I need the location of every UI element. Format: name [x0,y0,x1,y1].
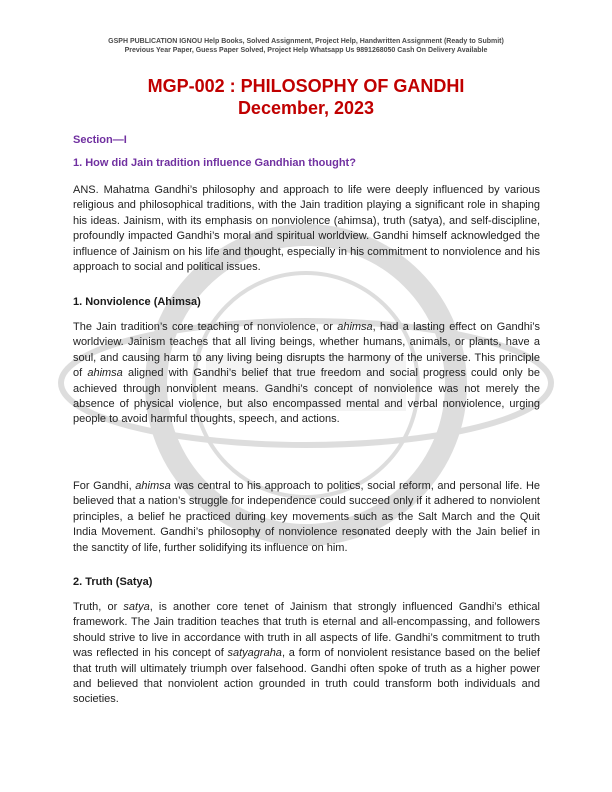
nonviolence-paragraph-1: The Jain tradition’s core teaching of nonviolence, or ahimsa, had a lasting effect on Gandhi’s worldview. Jainism teaches that all living beings, whether humans, animals, or plants, have a soul, and causing harm to any living being disrupts the harmony of the universe. This principle of ahimsa aligned with Gandhi’s belief that true freedom and social progress could only be achieved through nonviolent means. Gandhi’s concept of nonviolence was not merely the absence of physical violence, but also encompassed mental and verbal nonviolence, urging people to avoid harmful thoughts, speech, and actions. [73,321,541,426]
question-heading: 1. How did Jain tradition influence Gandhian thought? [73,157,356,169]
truth-paragraph: Truth, or satya, is another core tenet of Jainism that strongly influenced Gandhi’s ethical framework. The Jain tradition teaches that truth is eternal and all-encompassing, and followers should strive to live in accordance with truth in all aspects of life. Gandhi’s commitment to truth was reflected in his concept of satyagraha, a form of nonviolent resistance based on the belief that truth will ultimately triumph over falsehood. Gandhi often spoke of truth as a higher power and believed that nonviolent action grounded in truth could transform both individuals and societies. [73,601,540,706]
document-title: MGP-002 : PHILOSOPHY OF GANDHI [147,76,465,96]
section-label: Section—I [73,134,127,146]
publisher-header-line2: Previous Year Paper, Guess Paper Solved, Project Help Whatsapp Us 9891268050 Cash On Delivery Available [124,47,488,54]
answer-intro-paragraph: ANS. Mahatma Gandhi’s philosophy and approach to life were deeply influenced by various religious and philosophical traditions, with the Jain tradition playing a significant role in shaping his ideas. Jainism, with its emphasis on nonviolence (ahimsa), truth (satya), and self-discipline, profoundly impacted Gandhi’s moral and spiritual worldview. Gandhi himself acknowledged the influence of Jainism on his life and thought, especially in his commitment to nonviolence and his approach to social and political issues. [73,184,540,274]
subheading-nonviolence: 1. Nonviolence (Ahimsa) [73,296,201,308]
subheading-truth: 2. Truth (Satya) [73,576,153,588]
nonviolence-paragraph-2: For Gandhi, ahimsa was central to his approach to politics, social reform, and personal life. He believed that a nation’s struggle for independence could succeed only if it adhered to nonviolent principles, a belief he practiced during key movements such as the Salt March and the Quit India Movement. Gandhi’s philosophy of nonviolence resonated deeply with the Jain belief in the sanctity of life, further solidifying its influence on him. [73,480,540,554]
publisher-header-line1: GSPH PUBLICATION IGNOU Help Books, Solved Assignment, Project Help, Handwritten Assignment (Ready to Submit) [108,38,504,45]
document-date: December, 2023 [237,98,375,118]
